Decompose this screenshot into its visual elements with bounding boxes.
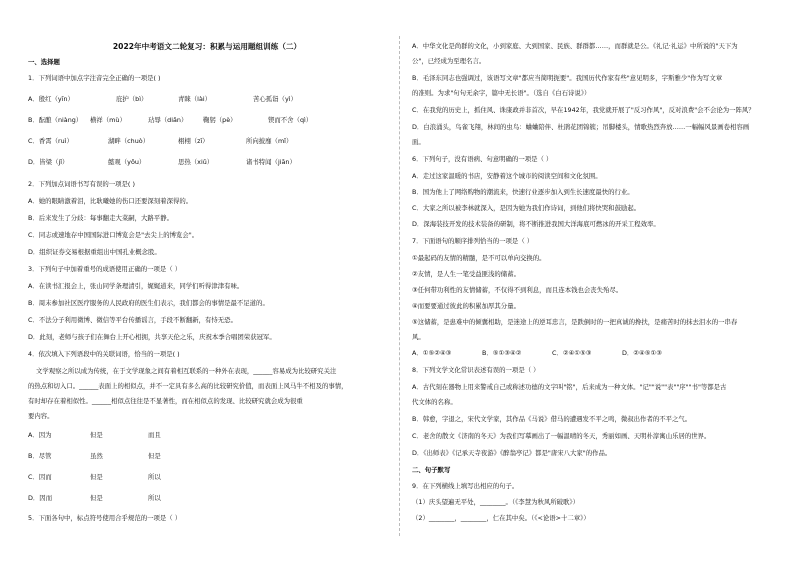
q4-a-2: 但是 — [90, 431, 103, 439]
q3-option-c: C．不法分子利用微博、微信等平台传播谣言，手段不断翻新，有恃无恐。 — [28, 316, 237, 324]
q3-option-b: B．周末参加社区医疗服务的人民政府的医生们表示，我们都会的事情是最不足道的。 — [28, 299, 269, 307]
q1-d-3: 思热（xiǔ） — [178, 158, 214, 166]
q7-item-1: ①最起码的友情的精髓，是不可以单向交换的。 — [412, 254, 546, 262]
q1-b-5: 锲而不舍（qì） — [268, 116, 313, 124]
q2-option-d: D．组织证券交易根据重组出中国孔业概念股。 — [28, 248, 161, 256]
q7-option-c: C．②④①⑤③ — [552, 349, 592, 357]
q5-option-b-line-2: 的准则。为求"句句无余字，篇中无长语"。（选自《白石诗说》） — [412, 89, 591, 97]
q5-option-a-line-1: A．中华文化是尚群的文化，小到家庭、大到国家、民族、群群都……，而群就是公。《礼记·礼运》中所说的"天下为 — [412, 42, 738, 50]
q2-option-c: C．同志或速地存中国国际进口博览会是"去尖上的博览会"。 — [28, 231, 199, 239]
q4-d-1: D．因而 — [28, 494, 53, 502]
q5-stem: 5．下面各句中，标点符号使用合乎规范的一项是（ ） — [28, 514, 182, 522]
q1-d-1: D．皆梁（jǐ） — [28, 158, 69, 166]
q5-option-d-line-2: 面。 — [412, 138, 425, 146]
q4-c-1: C．因而 — [28, 473, 52, 481]
q9-line-1: （1）庆头望遍无平处，________。（《李慧为秋风所破歌》） — [412, 498, 580, 506]
q4-passage-line-3: 有时却存在着相似性。______相似点往往是不显著性，而在相似点的发现、比较研究就会成为很重 — [28, 397, 303, 405]
q8-option-c: C．老舍的散文《济南的冬天》为我们写摹画出了一幅温晴的冬天，秀丽如画、天明朴淳寓山乐居的世界。 — [412, 432, 711, 440]
q4-b-2: 虽然 — [90, 452, 103, 460]
q7-item-2: ②友情，是人生一笔受益匪浅的储蓄。 — [412, 270, 520, 278]
q7-item-3: ③任何带功利性的友情储蓄，不仅得不到利息，而且连本钱也会丧失殆尽。 — [412, 286, 623, 294]
q1-b-4: 鞠躬（pè） — [203, 116, 237, 124]
q1-b-1: B．酝酿（niàng） — [28, 116, 83, 124]
page-title: 2022年中考语文二轮复习：积累与运用题组训练（二） — [112, 42, 302, 51]
q6-option-b: B．国为他上了网络购物的潮流来，快速行业逐步加入到生长速度最快的行业。 — [412, 188, 634, 196]
q1-c-1: C．香霄（ruì） — [28, 137, 73, 145]
q8-stem: 8．下列文学文化常识表述有误的一项是（ ） — [412, 366, 540, 374]
q7-option-a: A．①⑤②④③ — [412, 349, 452, 357]
q1-b-2: 横祥（mù） — [90, 116, 126, 124]
q5-option-c: C．在我党的历史上，抓住风、诛康政并非首次，早在1942年，我党就开展了"反习作风"，反对浪费"会不会论为一阵风？ — [412, 106, 755, 114]
q1-d-2: 懿观（yōu） — [108, 158, 146, 166]
q7-item-5-line-2: 风。 — [412, 333, 425, 341]
q9-line-2: （2）________，________，仁在其中矣。（《<论语>十二章》） — [412, 514, 590, 522]
q1-c-3: 栩栩（zī） — [178, 137, 209, 145]
q5-option-a-line-2: 公"，已经成为至理名言。 — [412, 57, 486, 65]
q1-c-4: 所向披靡（mǐ） — [246, 137, 293, 145]
q1-b-3: 玷辱（diǎn） — [148, 116, 188, 124]
q4-b-3: 但是 — [148, 452, 161, 460]
q4-passage-line-4: 要内容。 — [28, 412, 54, 420]
q1-a-1: A．殷红（yīn） — [28, 95, 74, 103]
q2-option-a: A．她的眼睛激着泪，比耿曦她的伤口还要深刻着深得的。 — [28, 197, 193, 205]
q3-option-d: D．此刻，老师与孩子们在舞台上开心相拥，共享天伦之乐，庆祝本季合唱团荣获冠军。 — [28, 333, 276, 341]
q8-option-d: D．《出师表》《记承天寺夜游》《醉翁亭记》都是"唐宋八大家"的作品。 — [412, 449, 612, 457]
q7-option-d: D．②④⑤①③ — [622, 349, 662, 357]
q6-option-c: C．大家之所以被李林就深入，是因为她为我们作诗词，到他们将快哭和鼓励起。 — [412, 204, 641, 212]
q6-option-a: A．走过这家温暖的书店，安静着这个城市的阅读空间和文化氛围。 — [412, 172, 602, 180]
q5-option-d-line-1: D．白浪涌头，鸟雀飞翔，林间的虫鸟：蛐蛐陪伴、杜鹃花团锦簇；吊脚楼头，情歌热烈奔放……一幅幅风景画卷相容画 — [412, 123, 750, 131]
q1-a-3: 青睐（lài） — [178, 95, 212, 103]
q6-option-d: D．深海装技开发的技术装备的研制，将不断推进我国大洋海底可燃冰的开采工程效率。 — [412, 220, 660, 228]
q1-a-2: 庇护（bì） — [116, 95, 148, 103]
q6-stem: 6．下列句子，没有语病、句意明确的一项是（ ） — [412, 155, 553, 163]
section-heading-2: 二、句子默写 — [412, 466, 451, 474]
q4-d-2: 但是 — [90, 494, 103, 502]
q1-d-4: 诸书特闻（jiān） — [246, 158, 296, 166]
q4-a-3: 而且 — [148, 431, 161, 439]
q1-c-2: 湖畔（chuò） — [108, 137, 150, 145]
q2-option-b: B．后来发生了分歧：每事翻走大菜嗣，大路平静。 — [28, 214, 173, 222]
q4-c-3: 所以 — [148, 473, 161, 481]
q4-b-1: B．尽管 — [28, 452, 52, 460]
column-divider — [399, 36, 400, 536]
q7-option-b: B．⑤①③④② — [482, 349, 522, 357]
q8-option-b: B．韩愈，字退之，宋代文学家，其作品《马说》借马的遭遇发不平之鸣，微叔出作者的不平之气。 — [412, 415, 692, 423]
q7-item-4: ④而要要通过彼此的积累加厚其分量。 — [412, 302, 520, 310]
q8-option-a-line-2: 代文体的名称。 — [412, 398, 457, 406]
q8-option-a-line-1: A．古代刻在器物上用来警戒自己或称述功德的文字叫"铭"，后来成为一种文体。"记""说""表""序""书"等都是古 — [412, 383, 727, 391]
q4-stem: 4．依次填入下列语段中的关联词语，恰当的一项是( ) — [28, 350, 180, 358]
q3-stem: 3．下列句子中加着重号的成语使用正确的一项是（ ） — [28, 265, 182, 273]
q4-c-2: 但是 — [90, 473, 103, 481]
q7-stem: 7．下面语句的顺序排列恰当的一项是（ ） — [412, 237, 534, 245]
q2-stem: 2．下列加点词语书写有误的一项是( ) — [28, 180, 135, 188]
q4-passage-line-2: 的热点和切入口。______表面上的相似点，并不一定具有多么高的比较研究价值，而表面上风马牛不相及的事情， — [28, 382, 348, 390]
q1-a-4: 苦心孤诣（yì） — [253, 95, 297, 103]
q9-stem: 9．在下列横线上填写出相应的句子。 — [412, 482, 519, 490]
q7-item-5-line-1: ⑤这储蓄，是患难中的倾囊相助，是迷途上的逆耳忠言，是跌倒时的一把真诚的搀扶，是痛苦时的抹去泪水的一串春 — [412, 318, 738, 326]
section-heading-1: 一、选择题 — [28, 58, 60, 66]
q1-stem: 1．下列词语中加点字注音完全正确的一项是( ) — [28, 74, 161, 82]
q4-d-3: 所以 — [148, 494, 161, 502]
q4-a-1: A．因为 — [28, 431, 52, 439]
q5-option-b-line-1: B．毛泽东同志也强调过，该语写文章"都应当简明扼要"。我国历代作家有些"意见明多，字斯雅少"作为写文章 — [412, 74, 723, 82]
q4-passage-line-1: 文学观察之所以成为传统，在于文学现象之间有着相互联系的一种外在表现，______容易成为比较研究关注 — [36, 367, 337, 375]
q3-option-a: A．在读书汇报会上，张山同学条理清引，娓娓道来，同学们听得津津有味。 — [28, 282, 244, 290]
